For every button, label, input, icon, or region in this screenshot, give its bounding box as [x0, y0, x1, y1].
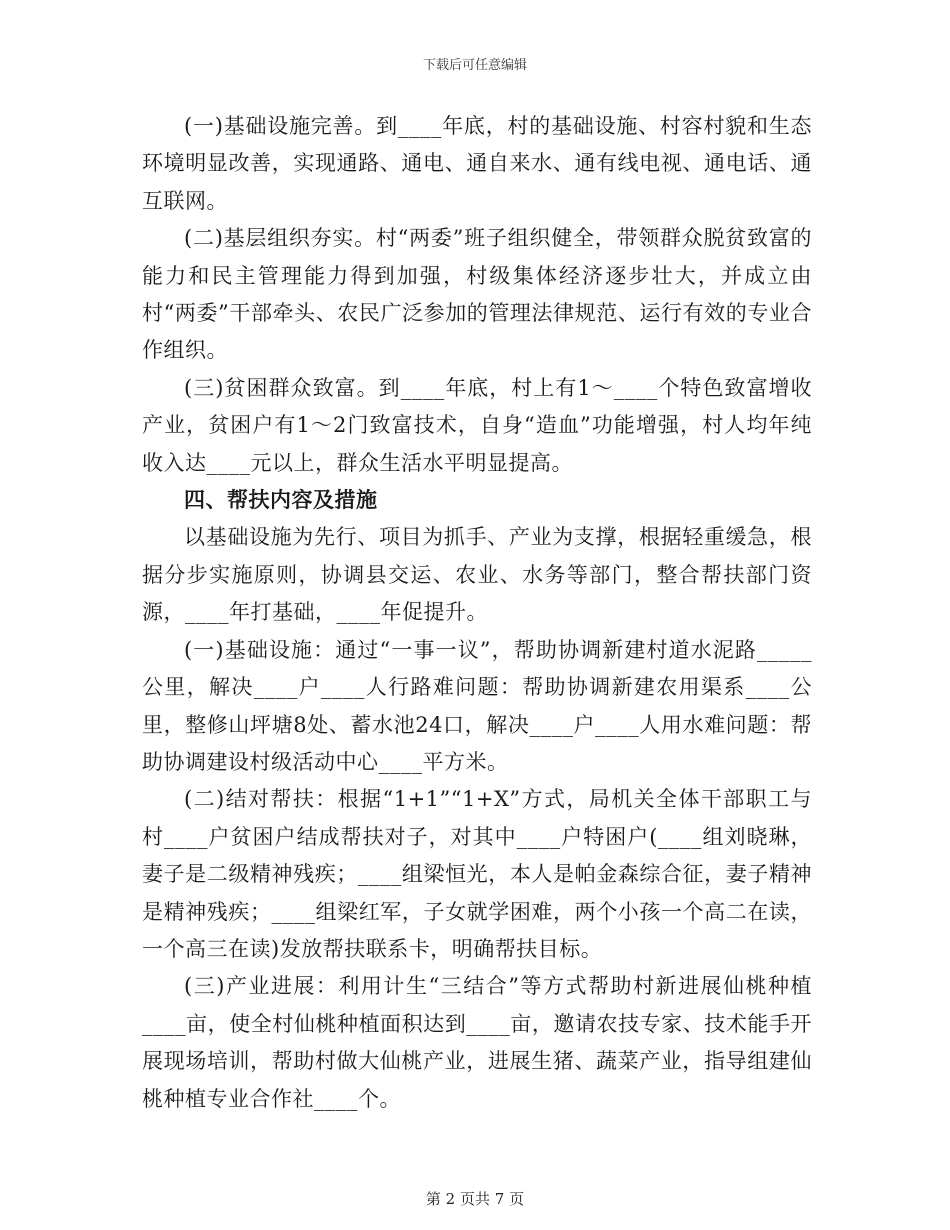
page-number: 第 2 页共 7 页	[425, 1190, 525, 1208]
paragraph-poverty-goal: (三)贫困群众致富。到____年底，村上有1～____个特色致富增收产业，贫困户有1～2门致富技术，自身“造血”功能增强，村人均年纯收入达____元以上，群众生活水平明显提高。	[142, 375, 812, 475]
paragraph-infrastructure-goal: (一)基础设施完善。到____年底，村的基础设施、村容村貌和生态环境明显改善，实现通路、通电、通自来水、通有线电视、通电话、通互联网。	[142, 114, 812, 213]
document-body	[142, 108, 812, 1118]
section-heading-measures: 四、帮扶内容及措施	[184, 488, 378, 513]
paragraph-industry-development: (三)产业进展：利用计生“三结合”等方式帮助村新进展仙桃种植____亩，使全村仙桃种植面积达到____亩，邀请农技专家、技术能手开展现场培训，帮助村做大仙桃产业，进展生猪、蔬菜产业，指导组建仙桃种植专业合作社____个。	[142, 974, 812, 1111]
paragraph-organization-goal: (二)基层组织夯实。村“两委”班子组织健全，带领群众脱贫致富的能力和民主管理能力得到加强，村级集体经济逐步壮大，并成立由村“两委”干部牵头、农民广泛参加的管理法律规范、运行有效的专业合作组织。	[142, 226, 812, 363]
paragraph-infrastructure-measures: (一)基础设施：通过“一事一议”，帮助协调新建村道水泥路_____公里，解决____户____人行路难问题：帮助协调新建农用渠系____公里，整修山坪塘8处、蓄水池24口，解决____户____人用水难问题：帮助协调建设村级活动中心____平方米。	[142, 637, 812, 774]
paragraph-measures-intro: 以基础设施为先行、项目为抓手、产业为支撑，根据轻重缓急，根据分步实施原则，协调县交运、农业、水务等部门，整合帮扶部门资源，____年打基础，____年促提升。	[142, 525, 812, 625]
paragraph-pairing-assistance: (二)结对帮扶：根据“1+1”“1+X”方式，局机关全体干部职工与村____户贫困户结成帮扶对子，对其中____户特困户(____组刘晓琳，妻子是二级精神残疾；____组梁恒光，本人是帕金森综合征，妻子精神是精神残疾；____组梁红军，子女就学困难，两个小孩一个高二在读，一个高三在读)发放帮扶联系卡，明确帮扶目标。	[142, 787, 812, 961]
page-header: 下载后可任意编辑	[422, 58, 527, 73]
